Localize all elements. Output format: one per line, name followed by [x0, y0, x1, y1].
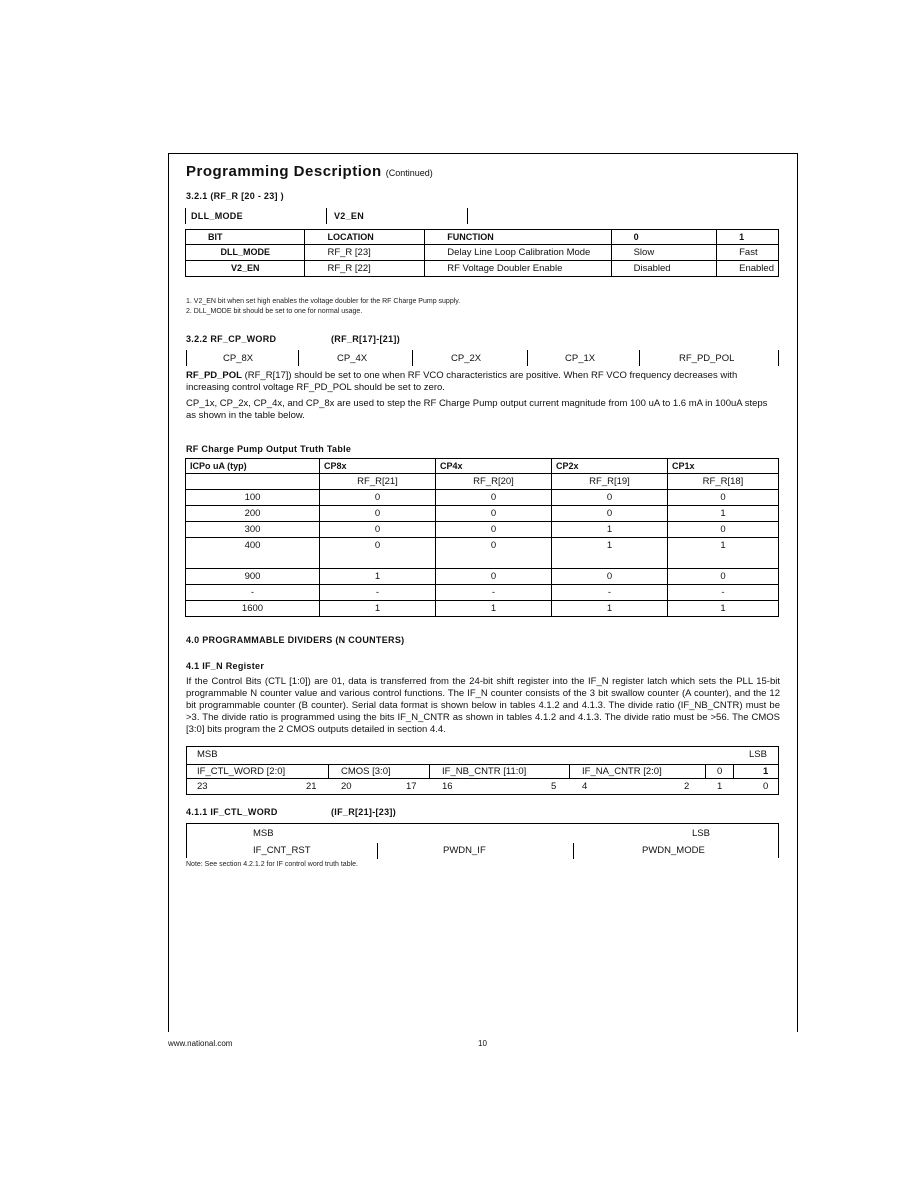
table-cell: 100 — [186, 490, 320, 506]
table-row — [186, 506, 779, 522]
table-cell: 400 — [186, 538, 320, 569]
msb-label: MSB — [253, 828, 274, 839]
section-4-1-heading: 4.1 IF_N Register — [186, 661, 265, 671]
footer-page-number: 10 — [478, 1039, 487, 1048]
table-cell: - — [552, 585, 668, 601]
bit-4: 4 — [582, 781, 588, 792]
col-cp8x: CP8x — [320, 459, 436, 474]
msb-label: MSB — [197, 749, 218, 760]
cp-8x-field: CP_8X — [223, 353, 254, 364]
truth-table-heading: RF Charge Pump Output Truth Table — [186, 444, 352, 454]
dll-v2-register — [185, 208, 468, 224]
table-cell: 0 — [552, 490, 668, 506]
if-n-register-paragraph: If the Control Bits (CTL [1:0]) are 01, data is transferred from the 24-bit shift register into the IF_N register latch which sets the PLL 15-bit programmable N counter value and various control functions. The IF_N counter consists of the 3 bit swallow counter (A counter), and the 12 bit programmable counter (B counter). Serial data format is shown below in tables 4.1.2 and 4.1.3. The divide ratio (IF_NB_CNTR) must be >3. The divide ratio is programmed using the bits IF_N_CNTR as shown in tables 4.1.2 and 4.1.3. The divide ratio must be >56. The CMOS [3:0] bits program the 2 CMOS outputs detailed in section 4.4. — [186, 676, 780, 735]
cmos-field: CMOS [3:0] — [341, 766, 391, 777]
bit-0: 0 — [763, 781, 769, 792]
table-cell: 0 — [668, 522, 779, 538]
table-cell: 300 — [186, 522, 320, 538]
table-cell: 1 — [668, 538, 779, 569]
table-row — [186, 569, 779, 585]
table-cell: 0 — [436, 538, 552, 569]
pwdn-if-field: PWDN_IF — [443, 845, 486, 856]
col-icpo: ICPo uA (typ) — [186, 459, 320, 474]
bit-1: 1 — [717, 781, 723, 792]
continued-label: (Continued) — [385, 168, 433, 178]
pwdn-mode-field: PWDN_MODE — [642, 845, 705, 856]
section-3-2-2-heading: 3.2.2 RF_CP_WORD — [186, 334, 277, 344]
cp-step-paragraph: CP_1x, CP_2x, CP_4x, and CP_8x are used to step the RF Charge Pump output current magnitude from 100 uA to 1.6 mA in 100uA steps as shown in the table below. — [186, 398, 768, 421]
note-2: 2. DLL_MODE bit should be set to one for normal usage. — [186, 308, 363, 315]
ctl-bit-0-field: 1 — [763, 766, 769, 777]
rf-pd-pol-paragraph: RF_PD_POL (RF_R[17]) should be set to one when RF VCO characteristics are positive. When RF VCO frequency decreases with increasing control voltage RF_PD_POL should be set to zero. — [186, 370, 738, 393]
table-cell: 900 — [186, 569, 320, 585]
if-n-register-diagram — [186, 746, 779, 795]
section-4-0-heading: 4.0 PROGRAMMABLE DIVIDERS (N COUNTERS) — [186, 635, 405, 645]
truth-table: ICPo uA (typ) CP8x CP4x CP2x CP1x RF_R[21] RF_R[20] RF_R[19] RF_R[18] 100 0 0 0 0 200 0 0 0 1 300 0 0 1 0 400 0 0 1 1 900 1 0 0 0 - - - - - 1600 1 1 1 1 — [185, 458, 779, 617]
bit-21: 21 — [306, 781, 317, 792]
table-cell: - — [668, 585, 779, 601]
page-title: Programming Description (Continued) — [186, 163, 433, 180]
table-cell: 0 — [320, 522, 436, 538]
table-cell: 1600 — [186, 601, 320, 617]
table-cell: - — [436, 585, 552, 601]
bit-20: 20 — [341, 781, 352, 792]
table-cell: 0 — [436, 490, 552, 506]
table-cell: 0 — [552, 506, 668, 522]
rf-pd-pol-field: RF_PD_POL — [679, 353, 735, 364]
v2-en-field: V2_EN — [334, 211, 365, 221]
table-cell: 0 — [436, 569, 552, 585]
bit-16: 16 — [442, 781, 453, 792]
table-cell: 1 — [552, 601, 668, 617]
table-row — [186, 585, 779, 601]
table-row — [186, 601, 779, 617]
table-cell: 0 — [668, 490, 779, 506]
ctl-word-note: Note: See section 4.2.1.2 for IF control word truth table. — [186, 861, 358, 868]
table-row: V2_EN RF_R [22] RF Voltage Doubler Enable Disabled Enabled — [186, 261, 779, 277]
table-cell: 1 — [668, 506, 779, 522]
table-cell: 1 — [320, 601, 436, 617]
section-4-1-1-heading: 4.1.1 IF_CTL_WORD — [186, 807, 278, 817]
col-location: LOCATION — [305, 230, 425, 245]
table-cell: 0 — [436, 522, 552, 538]
if-ctl-word-register — [186, 823, 779, 858]
table-cell: 0 — [668, 569, 779, 585]
if-na-cntr-field: IF_NA_CNTR [2:0] — [582, 766, 662, 777]
dll-mode-field: DLL_MODE — [191, 211, 243, 221]
note-1: 1. V2_EN bit when set high enables the voltage doubler for the RF Charge Pump supply. — [186, 298, 461, 305]
table-cell: 0 — [320, 506, 436, 522]
table-row: DLL_MODE RF_R [23] Delay Line Loop Calibration Mode Slow Fast — [186, 245, 779, 261]
lsb-label: LSB — [749, 749, 767, 760]
col-one: 1 — [717, 230, 779, 245]
table-cell: 1 — [668, 601, 779, 617]
cp-4x-field: CP_4X — [337, 353, 368, 364]
table-row — [186, 538, 779, 569]
table-cell: 0 — [436, 506, 552, 522]
table-cell: 0 — [552, 569, 668, 585]
col-cp2x: CP2x — [552, 459, 668, 474]
col-bit: BIT — [186, 230, 305, 245]
table-cell: - — [186, 585, 320, 601]
bit-23: 23 — [197, 781, 208, 792]
section-3-2-2-range: (RF_R[17]-[21]) — [331, 334, 401, 344]
table-cell: 1 — [320, 569, 436, 585]
bit-5: 5 — [551, 781, 557, 792]
dll-v2-table — [185, 229, 779, 277]
table-cell: 0 — [320, 538, 436, 569]
section-3-2-1-heading: 3.2.1 (RF_R [20 - 23] ) — [186, 191, 284, 201]
bit-17: 17 — [406, 781, 417, 792]
table-row — [186, 490, 779, 506]
table-cell: 1 — [552, 522, 668, 538]
col-cp1x: CP1x — [668, 459, 779, 474]
if-cnt-rst-field: IF_CNT_RST — [253, 845, 311, 856]
footer-site: www.national.com — [168, 1039, 233, 1048]
col-zero: 0 — [611, 230, 717, 245]
table-cell: - — [320, 585, 436, 601]
table-cell: 200 — [186, 506, 320, 522]
cp-2x-field: CP_2X — [451, 353, 482, 364]
col-cp4x: CP4x — [436, 459, 552, 474]
table-cell: 1 — [436, 601, 552, 617]
section-4-1-1-range: (IF_R[21]-[23]) — [331, 807, 397, 817]
lsb-label: LSB — [692, 828, 710, 839]
if-nb-cntr-field: IF_NB_CNTR [11:0] — [442, 766, 527, 777]
rf-cp-word-register — [186, 350, 779, 366]
ctl-bit-1-field: 0 — [717, 766, 723, 777]
col-function: FUNCTION — [425, 230, 611, 245]
table-cell: 0 — [320, 490, 436, 506]
bit-2: 2 — [684, 781, 690, 792]
cp-1x-field: CP_1X — [565, 353, 596, 364]
if-ctl-word-field: IF_CTL_WORD [2:0] — [197, 766, 286, 777]
table-cell: 1 — [552, 538, 668, 569]
table-row — [186, 522, 779, 538]
